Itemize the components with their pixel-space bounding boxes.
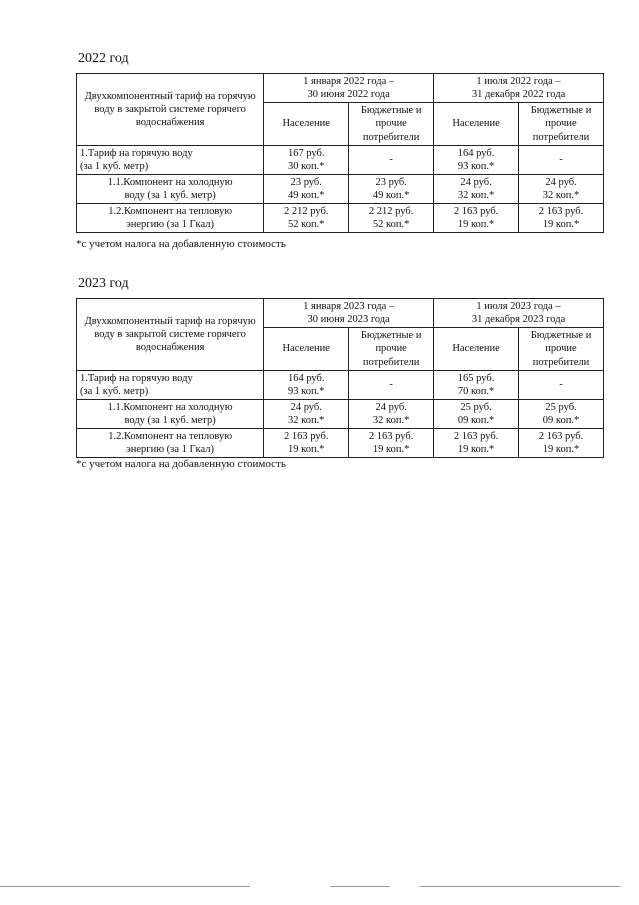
cell-value: 2 163 руб. 19 коп.* [434, 204, 519, 233]
year-heading-2023: 2023 год [78, 276, 129, 291]
cell-value: 2 163 руб. 19 коп.* [264, 429, 349, 458]
cell-value: 2 163 руб. 19 коп.* [349, 429, 434, 458]
cell-value: - [519, 145, 604, 174]
table-row [77, 370, 604, 399]
cell-value: 24 руб. 32 коп.* [519, 174, 604, 203]
tariff-table-2022 [76, 73, 604, 233]
row-label: 1.1.Компонент на холодную воду (за 1 куб. метр) [77, 174, 264, 203]
year-heading-2022: 2022 год [78, 51, 129, 66]
header-period-1: 1 января 2023 года – 30 июня 2023 года [264, 299, 434, 328]
scan-edge-line [0, 886, 250, 887]
header-description: Двухкомпонентный тариф на горячую воду в закрытой системе горячего водоснабжения [77, 74, 264, 146]
table-row [77, 399, 604, 428]
row-label: 1.2.Компонент на тепловую энергию (за 1 Гкал) [77, 429, 264, 458]
table-row [77, 174, 604, 203]
cell-value: 164 руб. 93 коп.* [434, 145, 519, 174]
header-budget-1: Бюджетные и прочие потребители [349, 103, 434, 145]
footnote-2022: *с учетом налога на добавленную стоимость [76, 238, 286, 250]
header-budget-2: Бюджетные и прочие потребители [519, 328, 604, 370]
header-population-2: Население [434, 328, 519, 370]
cell-value: 2 212 руб. 52 коп.* [264, 204, 349, 233]
header-period-2: 1 июля 2023 года – 31 декабря 2023 года [434, 299, 604, 328]
cell-value: 24 руб. 32 коп.* [349, 399, 434, 428]
cell-value: 2 163 руб. 19 коп.* [519, 204, 604, 233]
row-label: 1.Тариф на горячую воду (за 1 куб. метр) [77, 370, 264, 399]
row-label: 1.Тариф на горячую воду (за 1 куб. метр) [77, 145, 264, 174]
scan-edge-line [420, 886, 620, 887]
header-budget-2: Бюджетные и прочие потребители [519, 103, 604, 145]
cell-value: 24 руб. 32 коп.* [434, 174, 519, 203]
cell-value: 25 руб. 09 коп.* [434, 399, 519, 428]
header-population-1: Население [264, 103, 349, 145]
row-label: 1.2.Компонент на тепловую энергию (за 1 Гкал) [77, 204, 264, 233]
cell-value: 167 руб. 30 коп.* [264, 145, 349, 174]
cell-value: 2 163 руб. 19 коп.* [434, 429, 519, 458]
cell-value: 23 руб. 49 коп.* [349, 174, 434, 203]
table-row [77, 145, 604, 174]
cell-value: 2 163 руб. 19 коп.* [519, 429, 604, 458]
row-label: 1.1.Компонент на холодную воду (за 1 куб. метр) [77, 399, 264, 428]
header-budget-1: Бюджетные и прочие потребители [349, 328, 434, 370]
cell-value: - [349, 370, 434, 399]
cell-value: 164 руб. 93 коп.* [264, 370, 349, 399]
cell-value: - [519, 370, 604, 399]
header-population-1: Население [264, 328, 349, 370]
header-description: Двухкомпонентный тариф на горячую воду в закрытой системе горячего водоснабжения [77, 299, 264, 371]
scan-edge-line [330, 886, 390, 887]
table-row [77, 429, 604, 458]
cell-value: 24 руб. 32 коп.* [264, 399, 349, 428]
footnote-2023: *с учетом налога на добавленную стоимость [76, 458, 286, 470]
cell-value: 2 212 руб. 52 коп.* [349, 204, 434, 233]
cell-value: 25 руб. 09 коп.* [519, 399, 604, 428]
header-population-2: Население [434, 103, 519, 145]
header-period-2: 1 июля 2022 года – 31 декабря 2022 года [434, 74, 604, 103]
cell-value: - [349, 145, 434, 174]
header-period-1: 1 января 2022 года – 30 июня 2022 года [264, 74, 434, 103]
cell-value: 23 руб. 49 коп.* [264, 174, 349, 203]
cell-value: 165 руб. 70 коп.* [434, 370, 519, 399]
table-row [77, 204, 604, 233]
tariff-table-2023 [76, 298, 604, 458]
